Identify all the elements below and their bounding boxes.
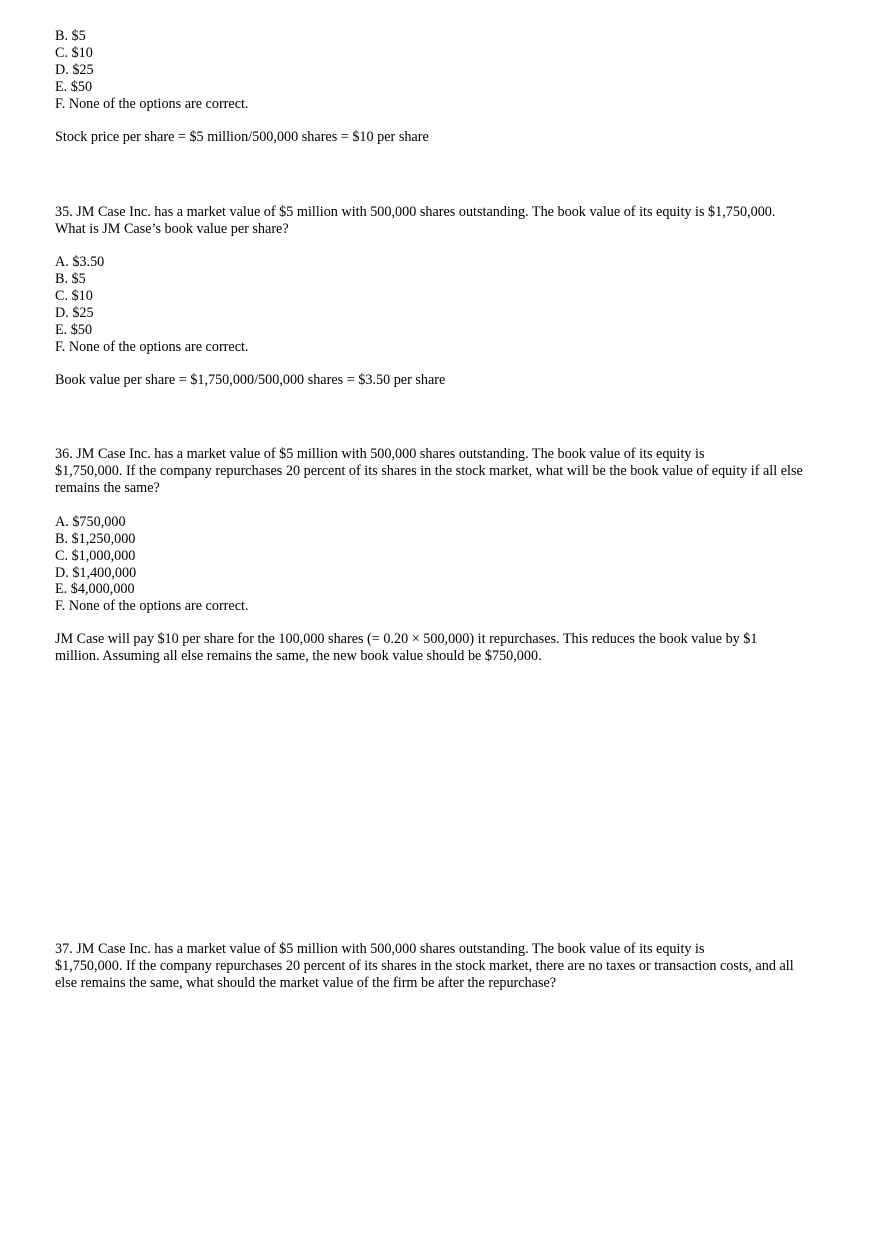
question-35-option-b: B. $5 [55, 271, 86, 287]
question-36-option-c: C. $1,000,000 [55, 548, 136, 564]
question-36-option-e: E. $4,000,000 [55, 581, 135, 597]
question-36-stem: remains the same? [55, 480, 160, 496]
option-d: D. $25 [55, 62, 94, 78]
question-36-option-a: A. $750,000 [55, 514, 126, 530]
option-b: B. $5 [55, 28, 86, 44]
option-e: E. $50 [55, 79, 93, 95]
question-36-option-b: B. $1,250,000 [55, 531, 136, 547]
question-36-option-d: D. $1,400,000 [55, 565, 137, 581]
question-37-stem: $1,750,000. If the company repurchases 20 percent of its shares in the stock market, there are no taxes or transaction costs, and all [55, 958, 794, 974]
question-37-stem: else remains the same, what should the market value of the firm be after the repurchase? [55, 975, 557, 991]
question-35-option-f: F. None of the options are correct. [55, 339, 249, 355]
question-35-stem: What is JM Case’s book value per share? [55, 221, 289, 237]
option-f: F. None of the options are correct. [55, 96, 249, 112]
question-36-stem: $1,750,000. If the company repurchases 20 percent of its shares in the stock market, what will be the book value of equity if all else [55, 463, 803, 479]
question-35-option-d: D. $25 [55, 305, 94, 321]
explanation: Stock price per share = $5 million/500,000 shares = $10 per share [55, 129, 429, 145]
question-35-explanation: Book value per share = $1,750,000/500,000 shares = $3.50 per share [55, 372, 446, 388]
question-37-stem: 37. JM Case Inc. has a market value of $5 million with 500,000 shares outstanding. The book value of its equity is [55, 941, 705, 957]
question-35-option-a: A. $3.50 [55, 254, 105, 270]
question-36-stem: 36. JM Case Inc. has a market value of $5 million with 500,000 shares outstanding. The book value of its equity is [55, 446, 705, 462]
question-36-explanation: JM Case will pay $10 per share for the 100,000 shares (= 0.20 × 500,000) it repurchases. This reduces the book value by $1 [55, 631, 758, 647]
question-35-option-c: C. $10 [55, 288, 93, 304]
question-35-stem: 35. JM Case Inc. has a market value of $5 million with 500,000 shares outstanding. The book value of its equity is $1,750,000. [55, 204, 776, 220]
question-35-option-e: E. $50 [55, 322, 93, 338]
question-36-option-f: F. None of the options are correct. [55, 598, 249, 614]
question-36-explanation: million. Assuming all else remains the same, the new book value should be $750,000. [55, 648, 542, 664]
option-c: C. $10 [55, 45, 93, 61]
